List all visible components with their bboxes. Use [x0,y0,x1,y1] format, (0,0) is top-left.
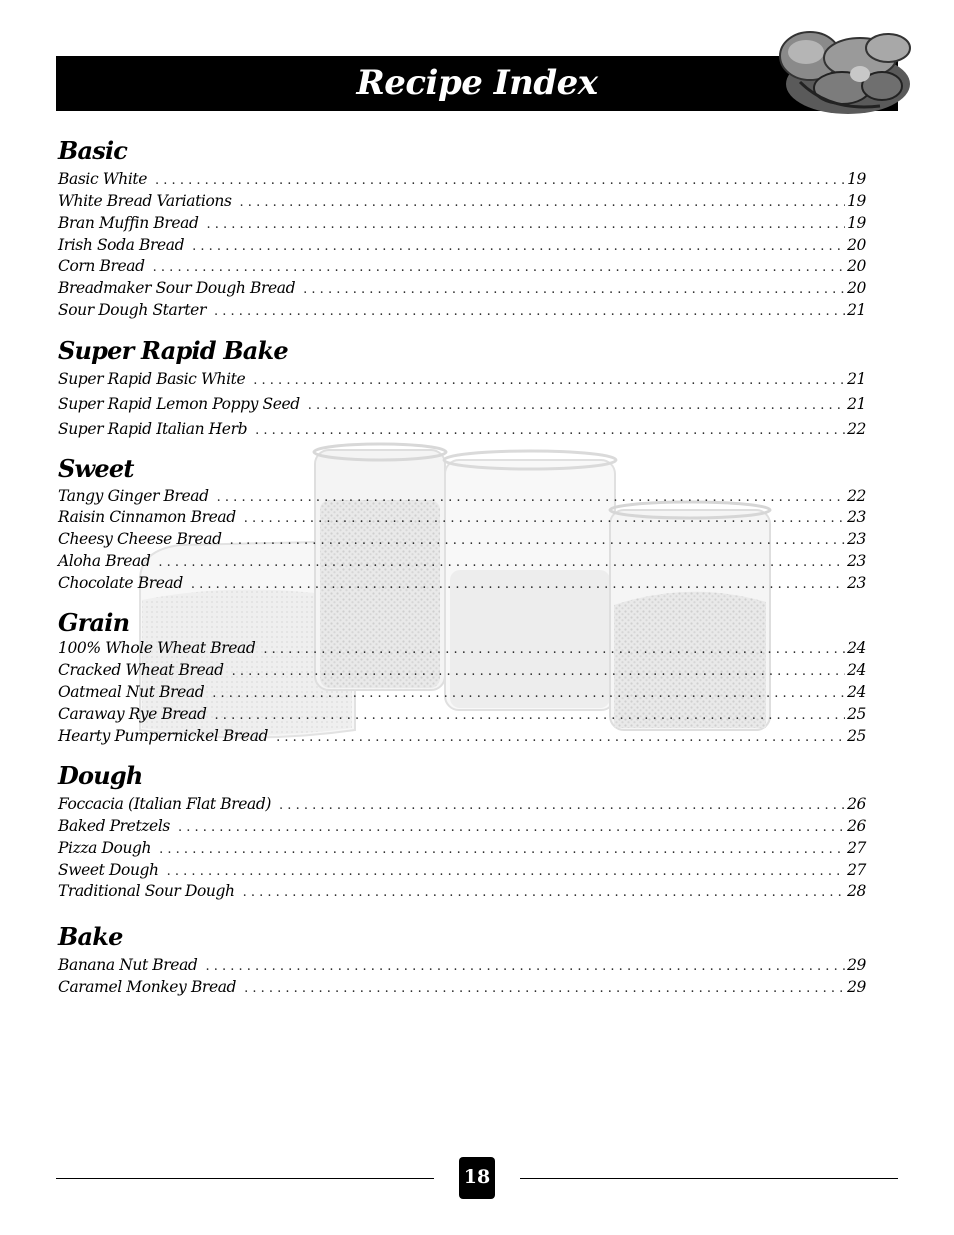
index-entry [58,395,866,417]
entry-name: Pizza Dough [58,839,152,857]
entry-name: Foccacia (Italian Flat Bread) [58,795,272,813]
index-entry [58,817,866,839]
dot-leader [212,686,845,701]
entry-name: Super Rapid Lemon Poppy Seed [58,395,300,413]
index-entry [58,170,866,192]
entry-page: 19 [847,192,866,210]
entry-page: 25 [847,727,866,745]
entry-page: 26 [847,817,866,835]
entry-name: Sweet Dough [58,861,159,879]
section-heading-grain: Grain [58,608,130,637]
entry-name: Irish Soda Bread [58,236,185,254]
section-heading-super-rapid-bake: Super Rapid Bake [58,336,288,365]
entry-page: 26 [847,795,866,813]
page-title: Recipe Index [356,63,598,103]
entry-name: Oatmeal Nut Bread [58,683,205,701]
index-entry [58,192,866,214]
section-heading-basic: Basic [58,136,128,165]
entry-name: Basic White [58,170,148,188]
dot-leader [191,577,845,592]
entry-name: 100% Whole Wheat Bread [58,639,256,657]
entry-page: 21 [847,370,866,388]
dot-leader [232,664,845,679]
entry-page: 23 [847,530,866,548]
dot-leader [153,260,845,275]
entry-page: 21 [847,395,866,413]
index-entry [58,727,866,749]
entry-page: 20 [847,236,866,254]
index-entry [58,530,866,552]
dot-leader [178,820,845,835]
index-entry [58,683,866,705]
entry-name: Caramel Monkey Bread [58,978,237,996]
index-entry [58,508,866,530]
index-entry [58,370,866,392]
entry-name: Traditional Sour Dough [58,882,235,900]
index-entry [58,882,866,904]
footer-rule-left [56,1178,434,1179]
bread-basket-illustration [770,22,916,118]
dot-leader [244,981,845,996]
entry-name: Caraway Rye Bread [58,705,207,723]
entry-page: 28 [847,882,866,900]
entry-name: Corn Bread [58,257,145,275]
dot-leader [192,239,845,254]
dot-leader [303,282,845,297]
dot-leader [167,864,845,879]
entry-page: 22 [847,420,866,438]
entry-name: White Bread Variations [58,192,232,210]
entry-name: Baked Pretzels [58,817,170,835]
entry-page: 21 [847,301,866,319]
entry-page: 19 [847,214,866,232]
dot-leader [243,885,845,900]
entry-page: 24 [847,639,866,657]
index-entry [58,705,866,727]
entry-page: 22 [847,487,866,505]
dot-leader [253,373,845,388]
entry-name: Cheesy Cheese Bread [58,530,222,548]
dot-leader [279,798,845,813]
entry-page: 23 [847,508,866,526]
index-entry [58,839,866,861]
entry-name: Super Rapid Italian Herb [58,420,248,438]
page-number: 18 [459,1157,495,1199]
section-heading-bake: Bake [58,922,123,951]
index-entry [58,574,866,596]
index-entry [58,956,866,978]
entry-page: 24 [847,683,866,701]
index-entry [58,420,866,442]
dot-leader [230,533,845,548]
entry-name: Raisin Cinnamon Bread [58,508,236,526]
index-entry [58,552,866,574]
entry-page: 25 [847,705,866,723]
dot-leader [159,842,845,857]
entry-page: 20 [847,279,866,297]
dot-leader [263,642,845,657]
dot-leader [255,423,845,438]
index-entry [58,236,866,258]
entry-page: 23 [847,552,866,570]
index-entry [58,214,866,236]
index-entry [58,257,866,279]
entry-page: 23 [847,574,866,592]
entry-name: Super Rapid Basic White [58,370,246,388]
index-entry [58,978,866,1000]
entry-name: Breadmaker Sour Dough Bread [58,279,296,297]
entry-name: Banana Nut Bread [58,956,198,974]
entry-page: 29 [847,956,866,974]
entry-page: 29 [847,978,866,996]
dot-leader [217,490,845,505]
entry-page: 27 [847,839,866,857]
footer-rule-right [520,1178,898,1179]
dot-leader [276,730,845,745]
dot-leader [215,708,846,723]
entry-page: 20 [847,257,866,275]
dot-leader [240,195,846,210]
dot-leader [158,555,845,570]
entry-page: 19 [847,170,866,188]
entry-name: Chocolate Bread [58,574,183,592]
entry-page: 27 [847,861,866,879]
dot-leader [308,398,845,413]
entry-name: Bran Muffin Bread [58,214,199,232]
index-entry [58,487,866,509]
entry-name: Aloha Bread [58,552,151,570]
entry-name: Cracked Wheat Bread [58,661,224,679]
entry-page: 24 [847,661,866,679]
dot-leader [205,959,845,974]
entry-name: Tangy Ginger Bread [58,487,209,505]
section-heading-dough: Dough [58,761,143,790]
dot-leader [155,173,845,188]
dot-leader [214,304,845,319]
section-heading-sweet: Sweet [58,454,134,483]
index-entry [58,661,866,683]
entry-name: Sour Dough Starter [58,301,206,319]
index-entry [58,795,866,817]
dot-leader [206,217,845,232]
index-entry [58,861,866,883]
index-entry [58,279,866,301]
index-entry [58,301,866,323]
index-entry [58,639,866,661]
entry-name: Hearty Pumpernickel Bread [58,727,269,745]
dot-leader [244,511,845,526]
